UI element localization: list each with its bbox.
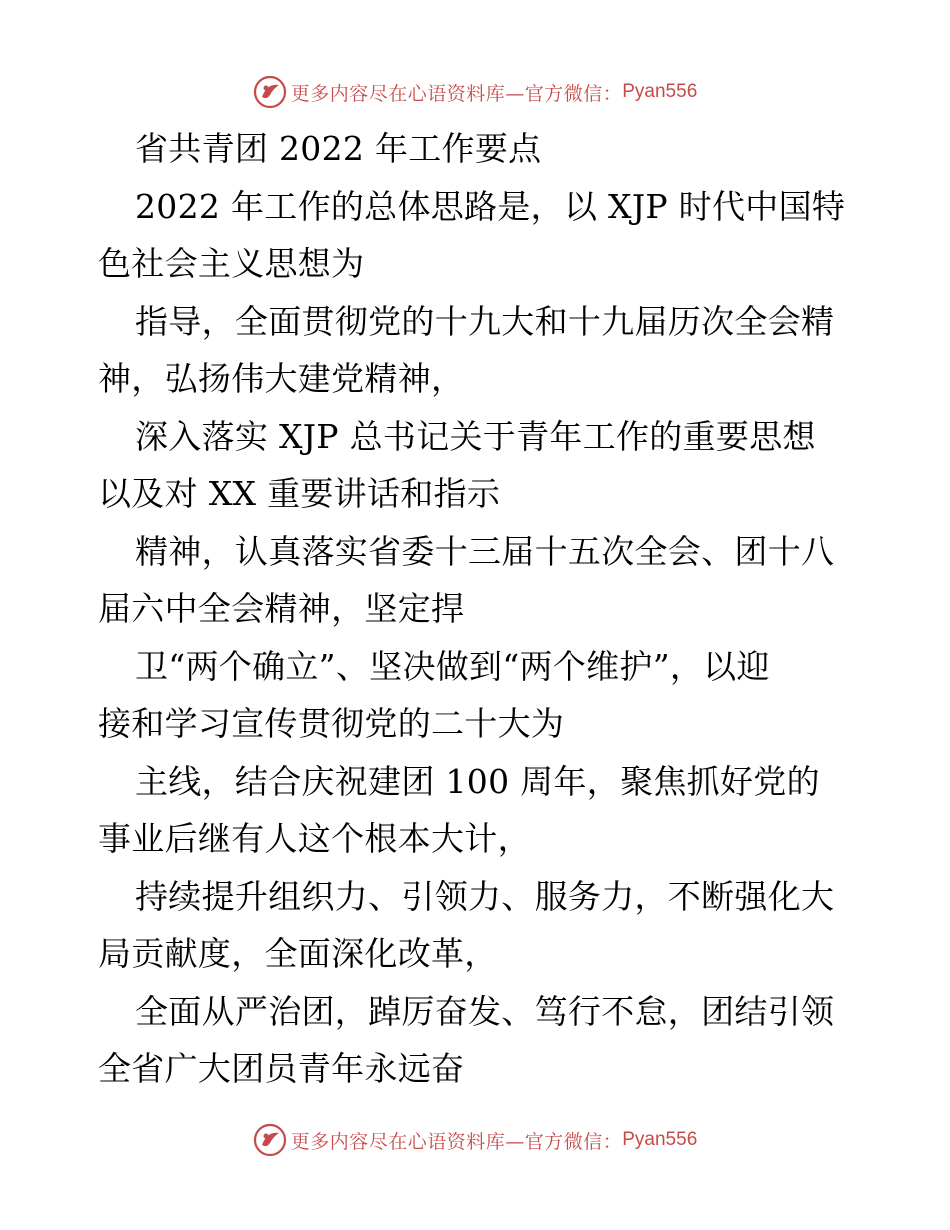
paragraph-line: 全省广大团员青年永远奋: [98, 1049, 465, 1088]
header-watermark: [0, 72, 950, 112]
paragraph-line: 主线，结合庆祝建团 100 周年，聚焦抓好党的: [135, 761, 820, 801]
paragraph-line: 卫“两个确立”、坚决做到“两个维护”，以迎: [135, 646, 770, 686]
watermark-wechat-id: Pyan556: [622, 81, 698, 102]
paragraph-line: 以及对 XX 重要讲话和指示: [98, 474, 501, 513]
paragraph-line: 接和学习宣传贯彻党的二十大为: [98, 704, 565, 743]
paragraph-line: 持续提升组织力、引领力、服务力，不断强化大: [135, 876, 835, 916]
brand-logo-icon: [253, 75, 287, 109]
watermark-text: 更多内容尽在心语资料库—官方微信：: [290, 82, 623, 105]
paragraph-line: 局贡献度，全面深化改革，: [98, 934, 498, 973]
footer-watermark: [0, 1120, 950, 1160]
paragraph-line: 色社会主义思想为: [98, 244, 365, 283]
paragraph-line: 全面从严治团，踔厉奋发、笃行不怠，团结引领: [135, 991, 835, 1031]
document-title: 省共青团 2022 年工作要点: [135, 129, 542, 168]
paragraph-line: 2022 年工作的总体思路是，以 XJP 时代中国特: [135, 186, 846, 226]
paragraph-line: 精神，认真落实省委十三届十五次全会、团十八: [135, 531, 835, 571]
paragraph-line: 届六中全会精神，坚定捍: [98, 589, 465, 628]
paragraph-line: 深入落实 XJP 总书记关于青年工作的重要思想: [135, 416, 816, 456]
watermark-wechat-id: Pyan556: [622, 1129, 698, 1150]
brand-logo-icon: [253, 1123, 287, 1157]
paragraph-line: 指导，全面贯彻党的十九大和十九届历次全会精: [135, 301, 835, 341]
paragraph-line: 神，弘扬伟大建党精神，: [98, 359, 465, 398]
document-body: [98, 120, 858, 1098]
paragraph-line: 事业后继有人这个根本大计，: [98, 819, 531, 858]
watermark-text: 更多内容尽在心语资料库—官方微信：: [290, 1130, 623, 1153]
